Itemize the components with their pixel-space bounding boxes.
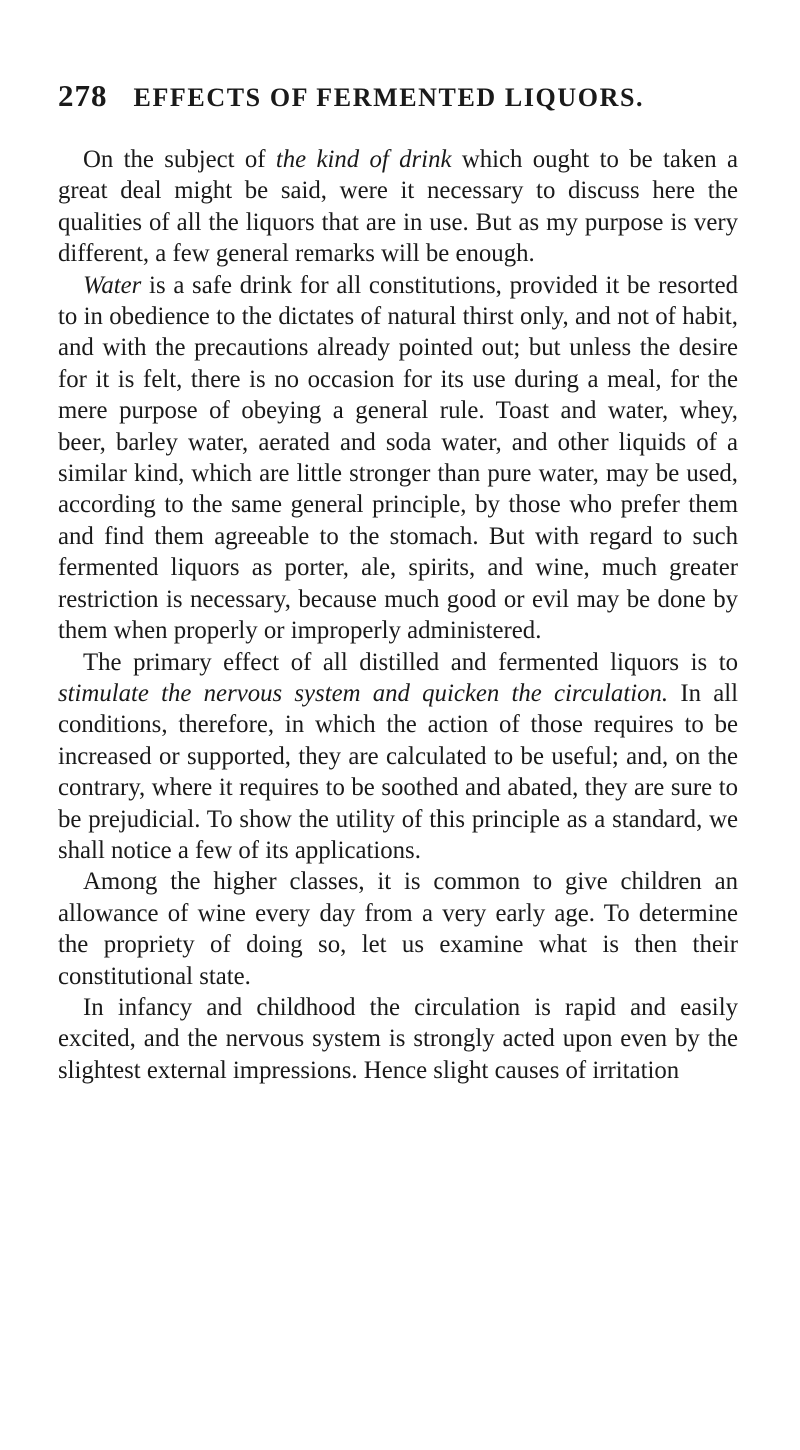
text-run: The primary effect of all distilled and fermented liquors is to bbox=[83, 648, 738, 676]
italic-run: Water bbox=[83, 271, 142, 299]
text-run: On the subject of bbox=[83, 146, 276, 173]
text-run: In all conditions, therefore, in which the action of those requires to be increased or supported, they are calculated to be useful; and, on the contrary, where it requires to be soothed and abated, they are sure to be prejudicial. To show the utility of this principle as a standard, we shall notice a few of its applications. bbox=[58, 679, 738, 864]
running-head bbox=[58, 78, 738, 130]
paragraph bbox=[58, 270, 738, 647]
text-run: In infancy and childhood the circulation is rapid and easily excited, and the nervous system is strongly acted upon even by the slightest external impressions. Hence slight causes of irritation bbox=[58, 993, 738, 1084]
text-run: is a safe drink for all constitutions, provided it be resorted to in obedience to the dictates of natural thirst only, and not of habit, and with the precautions already pointed out; but unless the desire for it is felt, there is no occasion for its use during a meal, for the mere purpose of obeying a general rule. Toast and water, whey, beer, barley water, aerated and soda water, and other liquids of a similar kind, which are little stronger than pure water, may be used, according to the same general principle, by those who prefer them and find them agreeable to the stomach. But with regard to such fermented liquors as porter, ale, spirits, and wine, much greater restriction is necessary, because much good or evil may be done by them when properly or improperly administered. bbox=[58, 271, 738, 645]
text-run: Among the higher classes, it is common to give children an allowance of wine every day from a very early age. To determine the propriety of doing so, let us examine what is then their constitutional state. bbox=[58, 868, 738, 990]
running-title: EFFECTS OF FERMENTED LIQUORS. bbox=[133, 83, 645, 112]
paragraph bbox=[58, 866, 738, 992]
body-text bbox=[58, 144, 738, 1086]
paragraph bbox=[58, 647, 738, 867]
book-page bbox=[58, 78, 738, 1086]
italic-run: stimulate the nervous system and quicken the circulation. bbox=[58, 679, 669, 707]
italic-run: the kind of drink bbox=[275, 146, 452, 173]
paragraph bbox=[58, 992, 738, 1086]
text-run: which ought to be taken a great deal might be said, were it necessary to discuss here the qualities of all the liquors that are in use. But as my purpose is very different, a few general remarks will be enough. bbox=[58, 146, 738, 268]
paragraph bbox=[58, 144, 738, 270]
page-number: 278 bbox=[58, 78, 108, 113]
